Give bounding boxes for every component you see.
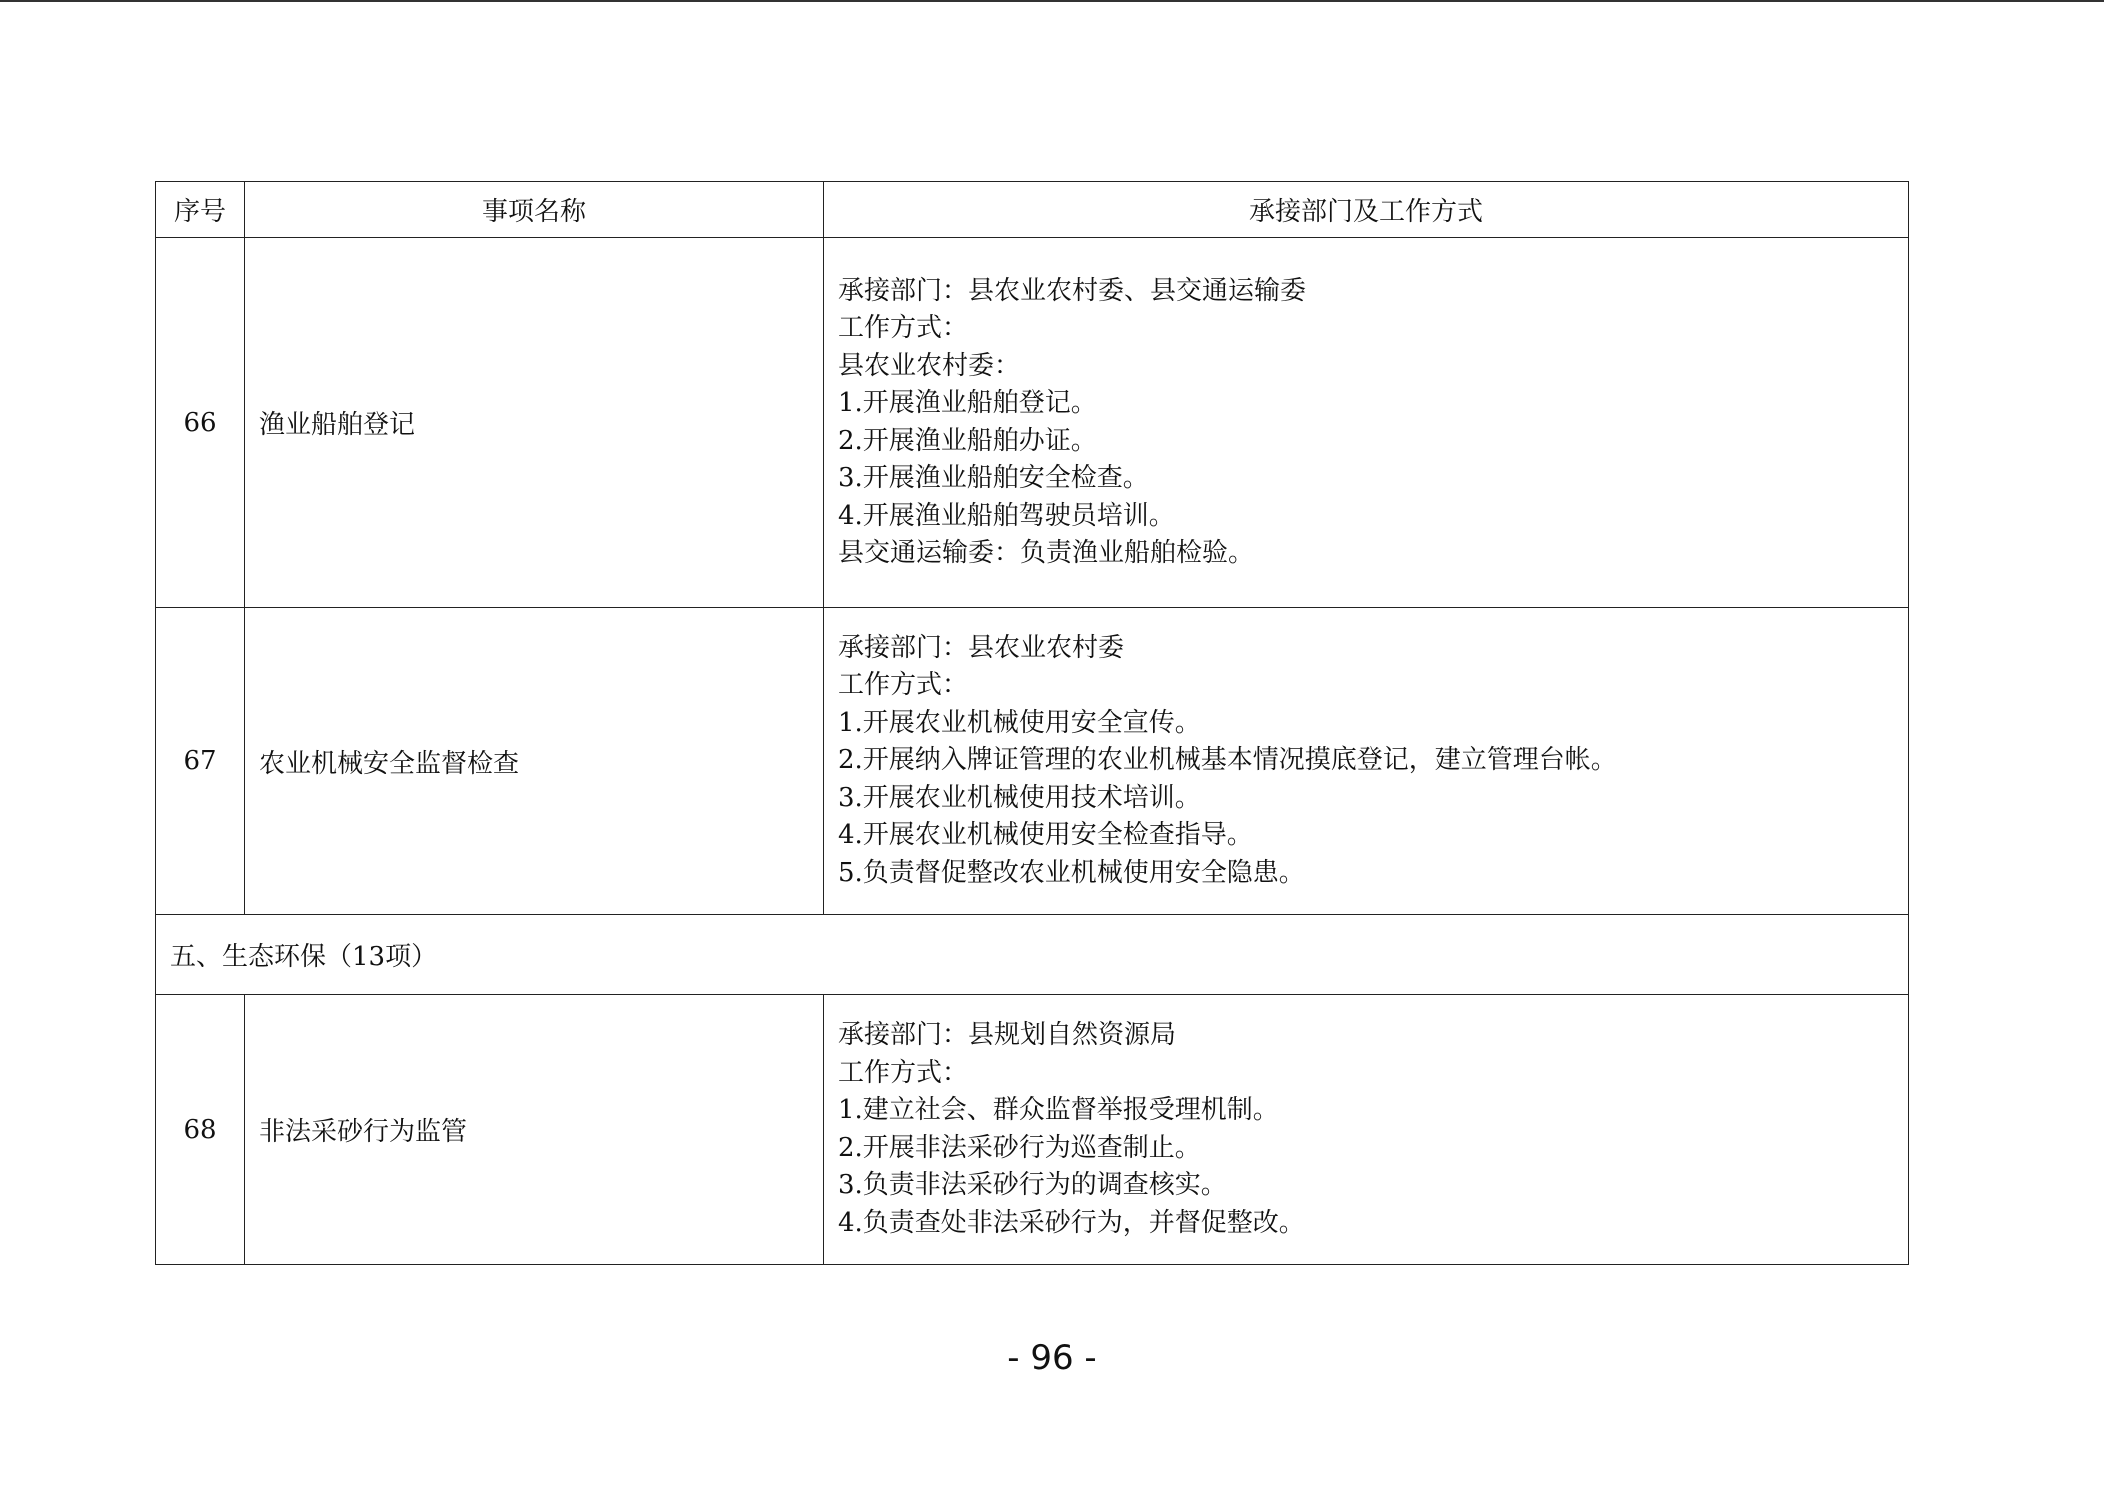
page-number: - 96 - bbox=[1007, 1338, 1097, 1378]
header-dept: 承接部门及工作方式 bbox=[824, 182, 1909, 238]
row-number: 66 bbox=[156, 238, 245, 608]
table-row bbox=[156, 238, 1909, 608]
header-name: 事项名称 bbox=[245, 182, 824, 238]
matter-name: 渔业船舶登记 bbox=[245, 238, 824, 608]
dept-and-method bbox=[824, 238, 1909, 608]
table-row bbox=[156, 608, 1909, 915]
method-subheading: 县农业农村委： bbox=[838, 350, 1021, 381]
method-item: 1.建立社会、群众监督举报受理机制。 bbox=[838, 1095, 1279, 1125]
method-label: 工作方式： bbox=[838, 670, 969, 701]
method-item: 2.开展渔业船舶办证。 bbox=[838, 425, 1097, 456]
dept-line: 承接部门：县规划自然资源局 bbox=[838, 1020, 1177, 1050]
method-label: 工作方式： bbox=[838, 313, 969, 343]
dept-and-method bbox=[824, 995, 1909, 1265]
method-item: 2.开展非法采砂行为巡查制止。 bbox=[838, 1132, 1201, 1163]
header-no: 序号 bbox=[156, 182, 245, 238]
page-top-border bbox=[0, 0, 2104, 2]
matter-name: 农业机械安全监督检查 bbox=[245, 608, 824, 915]
section-title: 五、生态环保（13项） bbox=[156, 915, 1909, 995]
method-item: 3.开展农业机械使用技术培训。 bbox=[838, 782, 1201, 813]
method-item: 4.开展农业机械使用安全检查指导。 bbox=[838, 820, 1253, 851]
method-item: 1.开展农业机械使用安全宣传。 bbox=[838, 707, 1201, 738]
table-row bbox=[156, 995, 1909, 1265]
table-header-row bbox=[156, 182, 1909, 238]
row-number: 67 bbox=[156, 608, 245, 915]
method-item: 4.开展渔业船舶驾驶员培训。 bbox=[838, 500, 1175, 531]
method-item: 县交通运输委：负责渔业船舶检验。 bbox=[838, 538, 1255, 568]
method-item: 2.开展纳入牌证管理的农业机械基本情况摸底登记，建立管理台帐。 bbox=[838, 745, 1617, 776]
matters-table bbox=[155, 181, 1909, 1265]
section-row bbox=[156, 915, 1909, 995]
dept-and-method bbox=[824, 608, 1909, 915]
method-item: 3.开展渔业船舶安全检查。 bbox=[838, 463, 1149, 493]
method-item: 3.负责非法采砂行为的调查核实。 bbox=[838, 1170, 1227, 1200]
dept-line: 承接部门：县农业农村委、县交通运输委 bbox=[838, 275, 1307, 306]
dept-line: 承接部门：县农业农村委 bbox=[838, 632, 1125, 663]
row-number: 68 bbox=[156, 995, 245, 1265]
method-label: 工作方式： bbox=[838, 1057, 969, 1088]
matter-name: 非法采砂行为监管 bbox=[245, 995, 824, 1265]
method-item: 4.负责查处非法采砂行为，并督促整改。 bbox=[838, 1207, 1305, 1238]
method-item: 5.负责督促整改农业机械使用安全隐患。 bbox=[838, 857, 1305, 888]
method-item: 1.开展渔业船舶登记。 bbox=[838, 388, 1097, 418]
